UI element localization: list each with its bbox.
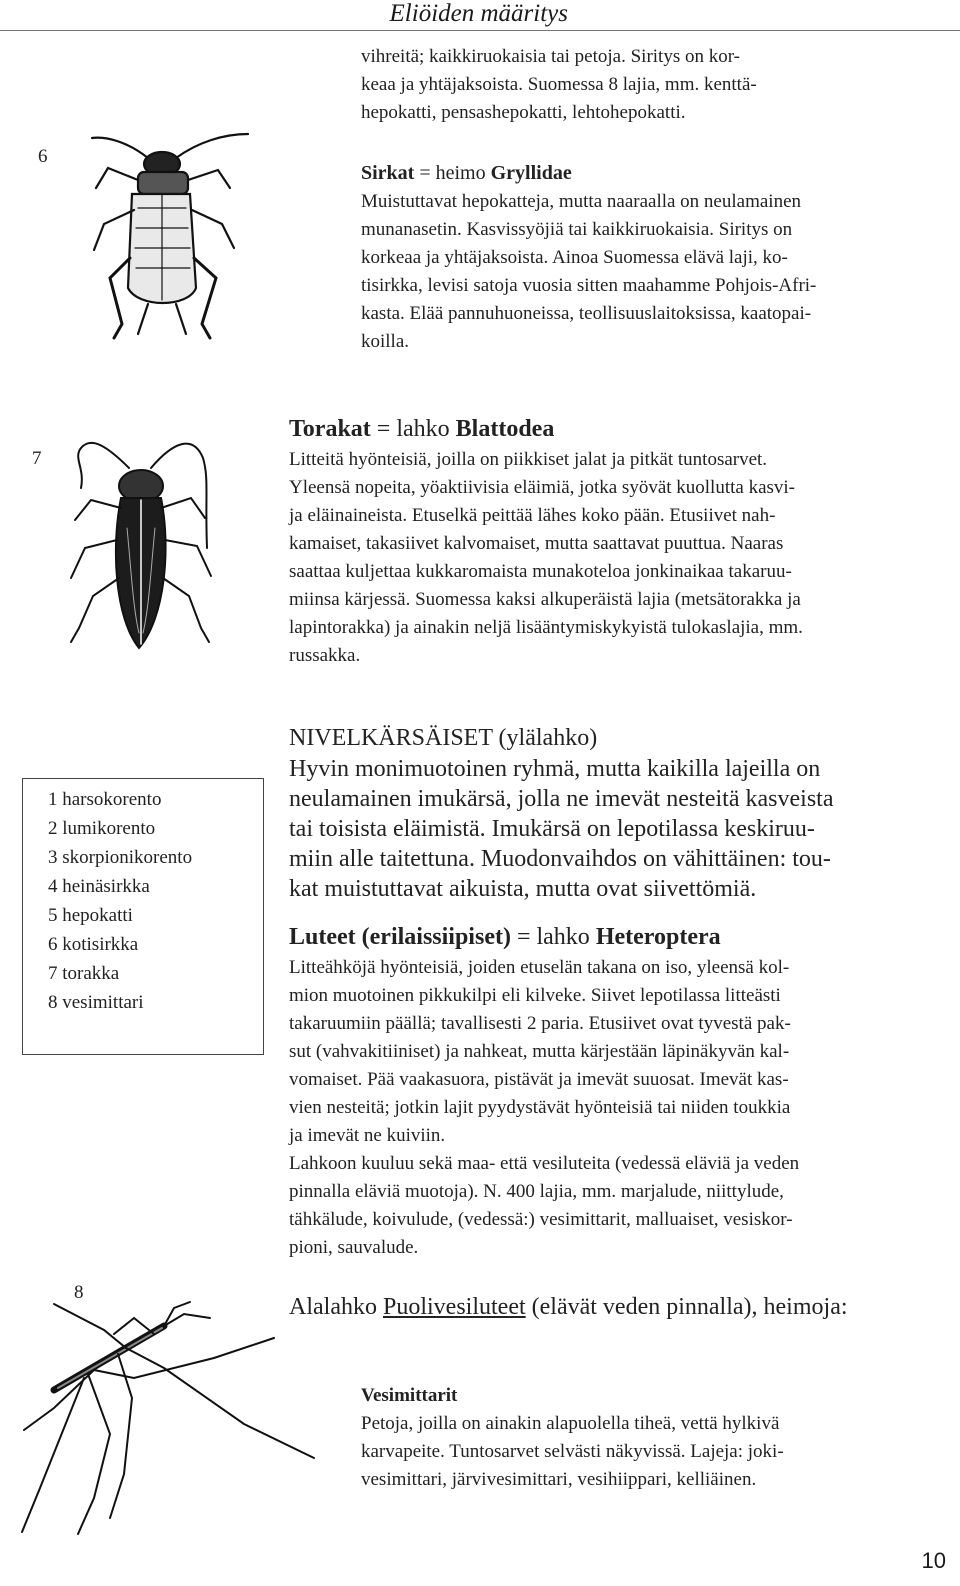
- text-line: mion muotoinen pikkukilpi eli kilveke. Siivet lepotilassa litteästi: [289, 985, 781, 1006]
- text-line: russakka.: [289, 645, 361, 666]
- text-line: lapintorakka) ja ainakin neljä lisääntymiskykyistä tulokaslajia, mm.: [289, 617, 803, 638]
- heading-name: Torakat: [289, 416, 371, 442]
- legend-item: 4 heinäsirkka: [48, 876, 150, 897]
- heading-rank: = lahko: [510, 924, 596, 950]
- text-line: vomaiset. Pää vaakasuora, pistävät ja imevät suuosat. Imevät kas-: [289, 1069, 789, 1090]
- vesimittarit-heading: Vesimittarit: [361, 1385, 458, 1406]
- text-line: vesimittari, järvivesimittari, vesihiippari, kelliäinen.: [361, 1469, 757, 1490]
- heading-taxon: Blattodea: [455, 416, 555, 442]
- text-line: keaa ja yhtäjaksoista. Suomessa 8 lajia, mm. kenttä-: [361, 74, 757, 95]
- text-line: neulamainen imukärsä, jolla ne imevät nesteitä kasveista: [289, 786, 834, 812]
- text-line: sut (vahvakitiiniset) ja nahkeat, mutta kärjestään läpinäkyvän kal-: [289, 1041, 790, 1062]
- puolivesiluteet-link[interactable]: Puolivesiluteet: [382, 1294, 526, 1320]
- figure-number-8: 8: [74, 1282, 84, 1303]
- text-line: koilla.: [361, 331, 410, 352]
- text-line: Muistuttavat hepokatteja, mutta naaraalla on neulamainen: [361, 191, 802, 212]
- alalahko-suffix: (elävät veden pinnalla), heimoja:: [525, 1294, 848, 1320]
- legend-item: 1 harsokorento: [48, 789, 162, 810]
- legend-item: 3 skorpionikorento: [48, 847, 193, 868]
- torakat-section: [289, 412, 954, 670]
- text-line: Litteähköjä hyönteisiä, joiden etuselän takana on iso, yleensä kol-: [289, 957, 790, 978]
- text-line: Lahkoon kuuluu sekä maa- että vesiluteita (vedessä eläviä ja veden: [289, 1153, 800, 1174]
- nivelkarsaiset-heading: NIVELKÄRSÄISET (ylälahko): [289, 725, 598, 751]
- text-line: munanasetin. Kasvissyöjiä tai kaikkiruokaisia. Siritys on: [361, 219, 793, 240]
- legend-item: 8 vesimittari: [48, 992, 144, 1013]
- torakat-heading: [289, 412, 954, 446]
- text-line: vien nesteitä; jotkin lajit pyydystävät hyönteisiä tai niiden toukkia: [289, 1097, 791, 1118]
- text-line: pinnalla eläviä muotoja). N. 400 lajia, mm. marjalude, niittylude,: [289, 1181, 784, 1202]
- text-line: miin alle taitettuna. Muodonvaihdos on vähittäinen: tou-: [289, 846, 831, 872]
- heading-name: Luteet (erilaissiipiset): [289, 924, 511, 950]
- text-line: karvapeite. Tuntosarvet selvästi näkyvissä. Lajeja: joki-: [361, 1441, 784, 1462]
- sirkat-section: [361, 158, 951, 356]
- intro-paragraph: [361, 43, 951, 127]
- text-line: vihreitä; kaikkiruokaisia tai petoja. Siritys on kor-: [361, 46, 741, 67]
- legend-item: 7 torakka: [48, 963, 120, 984]
- text-line: saattaa kuljettaa kukkaromaista munakoteloa jonkinaikaa takaruu-: [289, 561, 792, 582]
- text-line: hepokatti, pensashepokatti, lehtohepokatti.: [361, 102, 686, 123]
- text-line: Hyvin monimuotoinen ryhmä, mutta kaikilla lajeilla on: [289, 756, 821, 782]
- text-line: kat muistuttavat aikuista, mutta ovat siivettömiä.: [289, 876, 757, 902]
- legend-item: 5 hepokatti: [48, 905, 133, 926]
- water-strider-illustration: [14, 1298, 354, 1538]
- figure-number-6: 6: [38, 146, 48, 167]
- legend-item: 2 lumikorento: [48, 818, 156, 839]
- sirkat-heading: [361, 158, 951, 188]
- page-number: 10: [921, 1548, 946, 1573]
- luteet-heading: [289, 920, 954, 954]
- text-line: Yleensä nopeita, yöaktiivisia eläimiä, jotka syövät kuollutta kasvi-: [289, 477, 796, 498]
- header-divider: [0, 30, 960, 31]
- alalahko-prefix: Alalahko: [289, 1294, 383, 1320]
- species-legend-box: [22, 778, 264, 1055]
- heading-taxon: Gryllidae: [490, 162, 572, 184]
- heading-rank: = lahko: [370, 416, 456, 442]
- cockroach-illustration: [55, 428, 225, 668]
- text-line: takaruumiin päällä; tavallisesti 2 paria. Etusiivet ovat tyvestä pak-: [289, 1013, 791, 1034]
- text-line: Litteitä hyönteisiä, joilla on piikkiset jalat ja pitkät tuntosarvet.: [289, 449, 768, 470]
- text-line: tähkälude, koivulude, (vedessä:) vesimittarit, malluaiset, vesiskor-: [289, 1209, 793, 1230]
- text-line: kamaiset, takasiivet kalvomaiset, mutta saattavat puuttua. Naaras: [289, 533, 784, 554]
- text-line: tai toisista eläimistä. Imukärsä on lepotilassa keskiruu-: [289, 816, 815, 842]
- cricket-illustration: [78, 128, 258, 343]
- text-line: korkeaa ja yhtäjaksoista. Ainoa Suomessa elävä laji, ko-: [361, 247, 788, 268]
- text-line: ja eläinaineista. Etuselkä peittää lähes koko pään. Etusiivet nah-: [289, 505, 776, 526]
- text-line: pioni, sauvalude.: [289, 1237, 419, 1258]
- text-line: tisirkka, levisi satoja vuosia sitten maahamme Pohjois-Afri-: [361, 275, 817, 296]
- nivelkarsaiset-section: [289, 722, 954, 904]
- text-line: kasta. Elää pannuhuoneissa, teollisuuslaitoksissa, kaatopai-: [361, 303, 812, 324]
- page-header-title: Eliöiden määritys: [389, 0, 568, 27]
- figure-number-7: 7: [32, 448, 42, 469]
- alalahko-line: [289, 1292, 959, 1322]
- text-line: Petoja, joilla on ainakin alapuolella tiheä, vettä hylkivä: [361, 1413, 780, 1434]
- legend-item: 6 kotisirkka: [48, 934, 139, 955]
- heading-name: Sirkat: [361, 162, 415, 184]
- heading-rank: = heimo: [414, 162, 491, 184]
- text-line: ja imevät ne kuiviin.: [289, 1125, 446, 1146]
- heading-taxon: Heteroptera: [595, 924, 721, 950]
- vesimittarit-section: [361, 1382, 951, 1494]
- text-line: miinsa kärjessä. Suomessa kaksi alkuperäistä lajia (metsätorakka ja: [289, 589, 801, 610]
- luteet-section: [289, 920, 954, 1262]
